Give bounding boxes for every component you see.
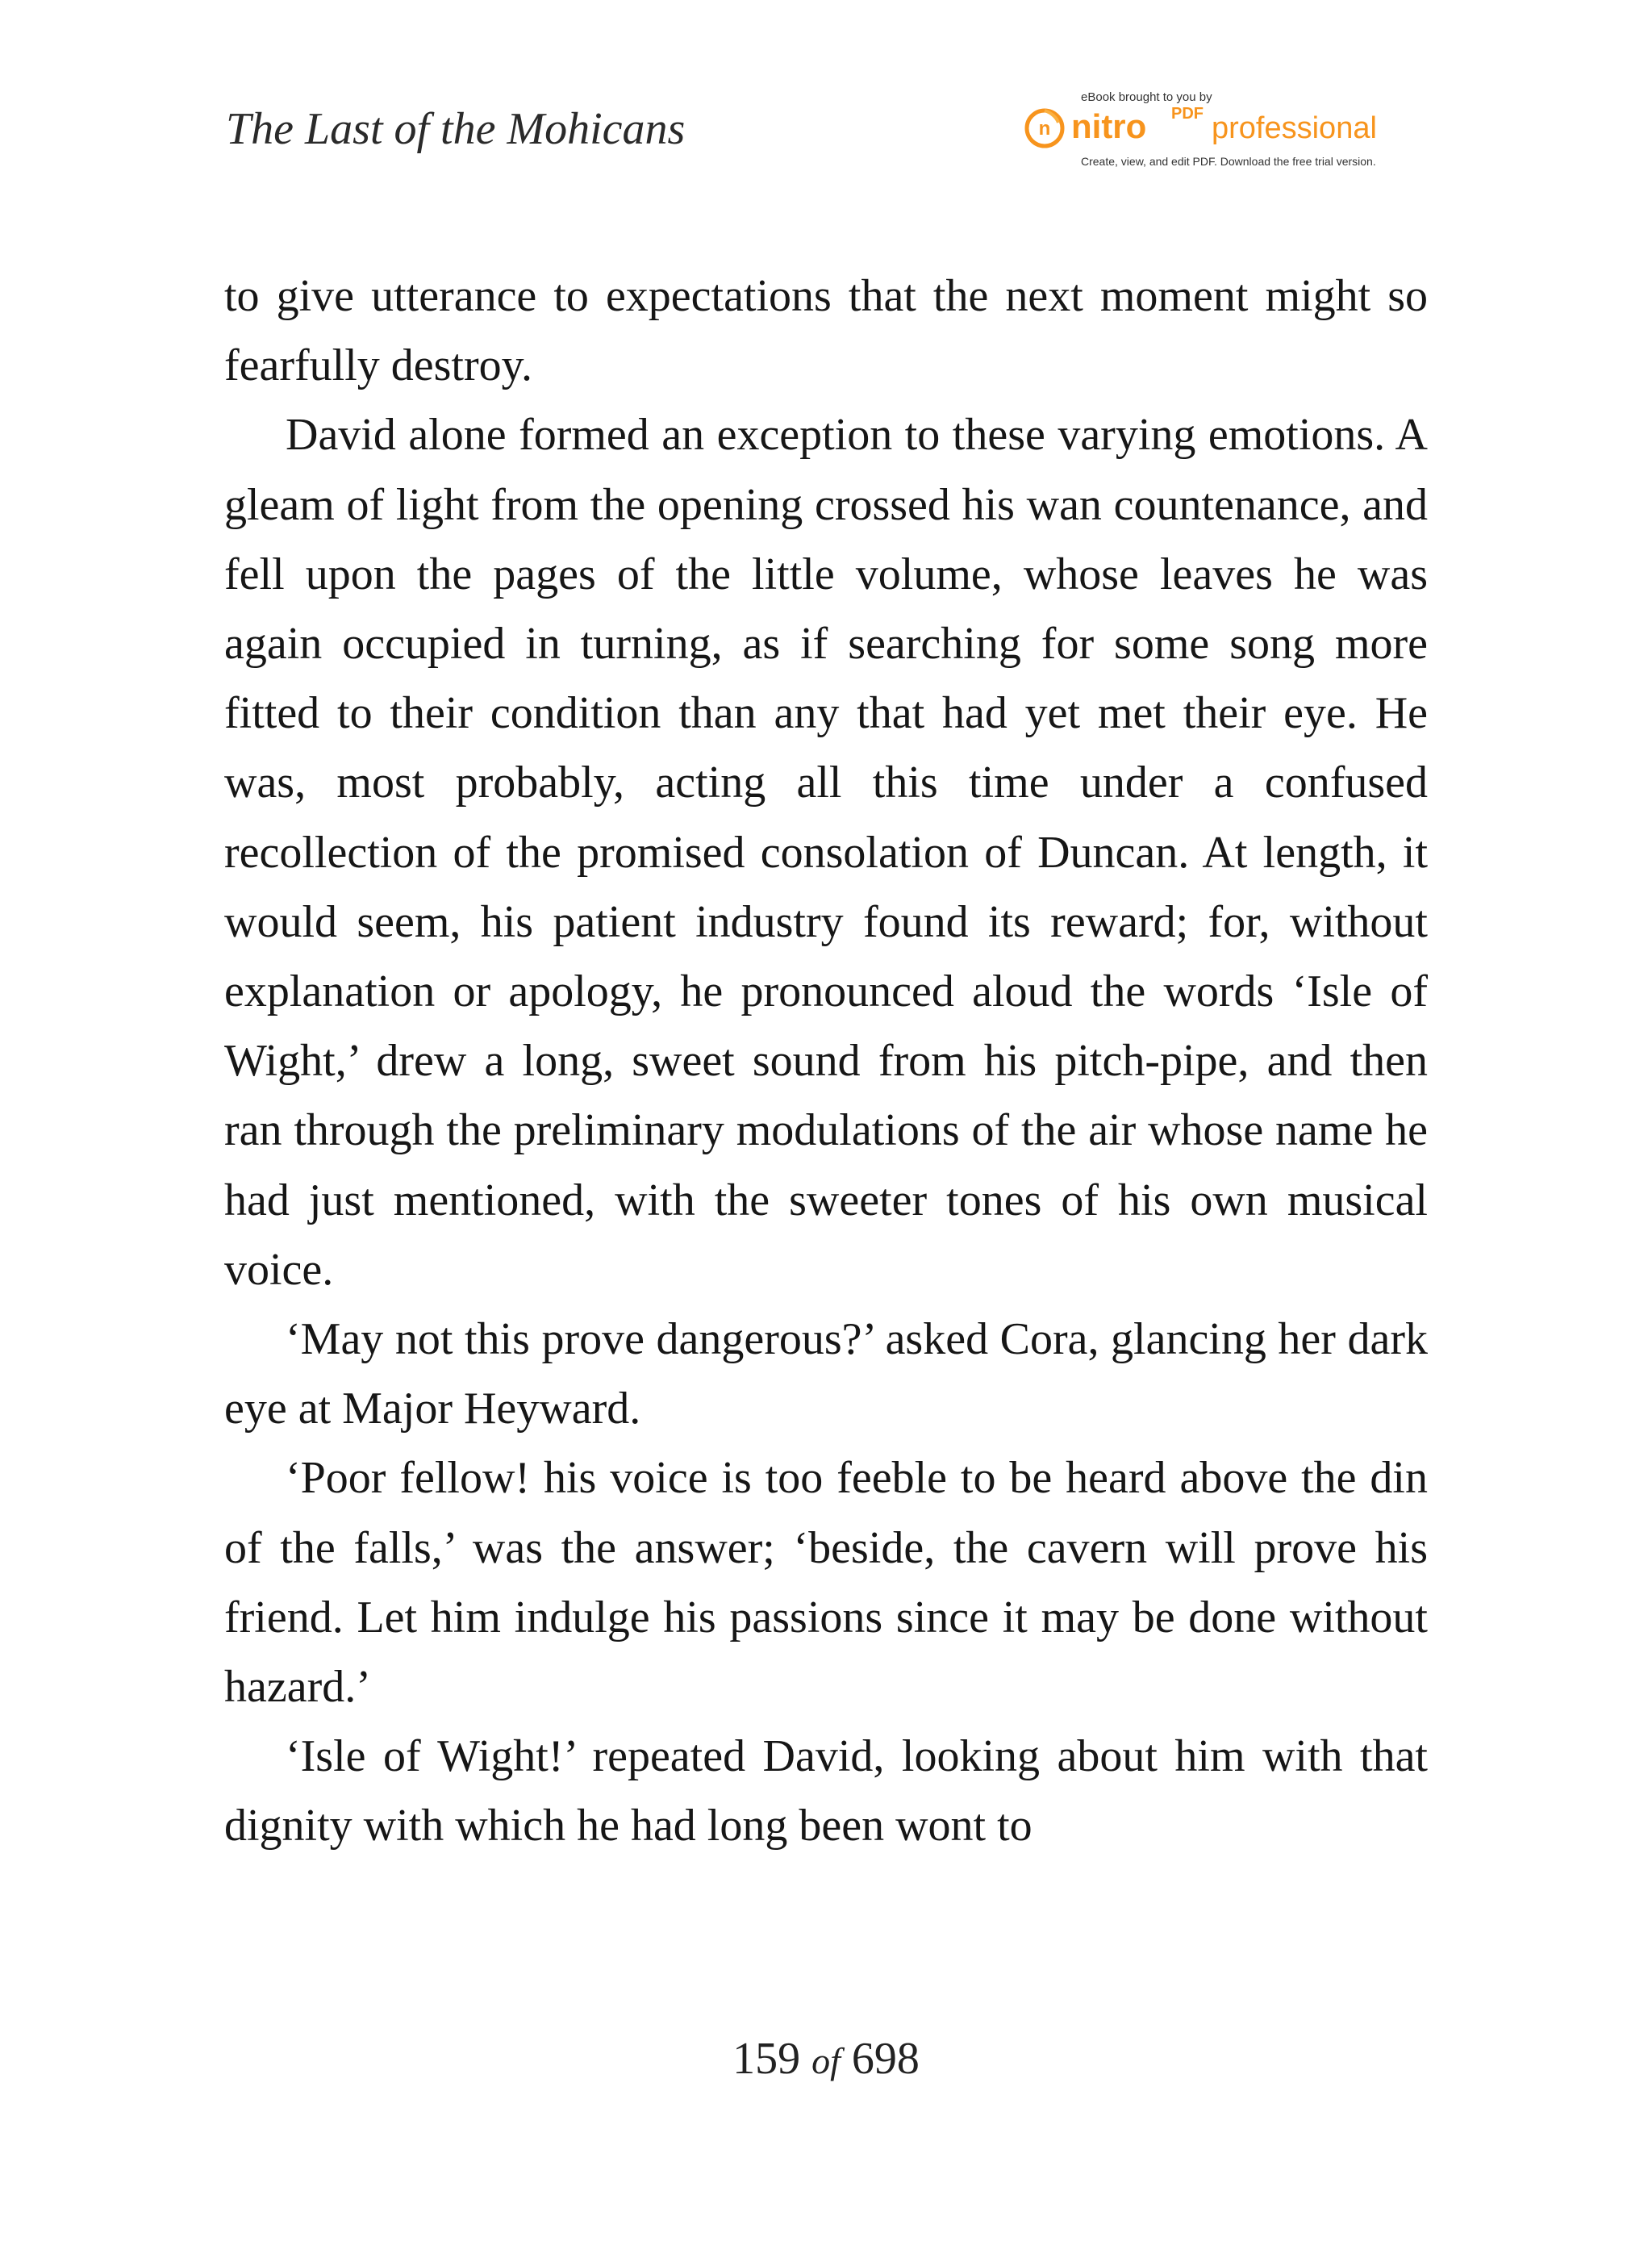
total-pages: 698 [851, 2034, 920, 2084]
current-page: 159 [732, 2034, 801, 2084]
paragraph: David alone formed an exception to these varying emotions. A gleam of light from the opening crossed his wan countenance, and fell upon the pages of the little volume, whose leaves he was again occupied in turning, as if searching for some song more fitted to their condition than any that had yet met their eye. He was, most probably, acting all this time under a confused recollection of the promised consolation of Duncan. At length, it would seem, his patient industry found its reward; for, without explanation or apology, he pronounced aloud the words ‘Isle of Wight,’ drew a long, sweet sound from his pitch-pipe, and then ran through the preliminary modulations of the air whose name he had just mentioned, with the sweeter tones of his own musical voice. [224, 410, 1428, 1295]
brand-superscript: PDF [1171, 105, 1204, 123]
brand-name: nitro [1071, 107, 1147, 145]
running-title: The Last of the Mohicans [226, 104, 686, 154]
nitro-logo-icon [1024, 108, 1065, 148]
paragraph: ‘Poor fellow! his voice is too feeble to be heard above the din of the falls,’ was the answer; ‘beside, the cavern will prove his friend. Let him indulge his passions since it may be done without hazard.’ [224, 1453, 1428, 1713]
paragraph-continues: ‘Isle of Wight!’ repeated David, looking about him with that dignity with which he had long been wont to [224, 1731, 1428, 1851]
brand-tagline: Create, view, and edit PDF. Download the free trial version. [1081, 155, 1376, 168]
page-number [0, 2033, 1652, 2085]
brand-top-line: eBook brought to you by [1081, 90, 1212, 104]
nitro-pdf-logo [1024, 90, 1412, 174]
page-of-word: of [811, 2040, 841, 2081]
paragraph-continued: to give utterance to expectations that the next moment might so fearfully destroy. [224, 271, 1428, 391]
page-body [224, 261, 1428, 1861]
brand-edition: professional [1212, 111, 1377, 145]
paragraph: ‘May not this prove dangerous?’ asked Cora, glancing her dark eye at Major Heyward. [224, 1314, 1428, 1434]
svg-text:n: n [1038, 118, 1051, 140]
